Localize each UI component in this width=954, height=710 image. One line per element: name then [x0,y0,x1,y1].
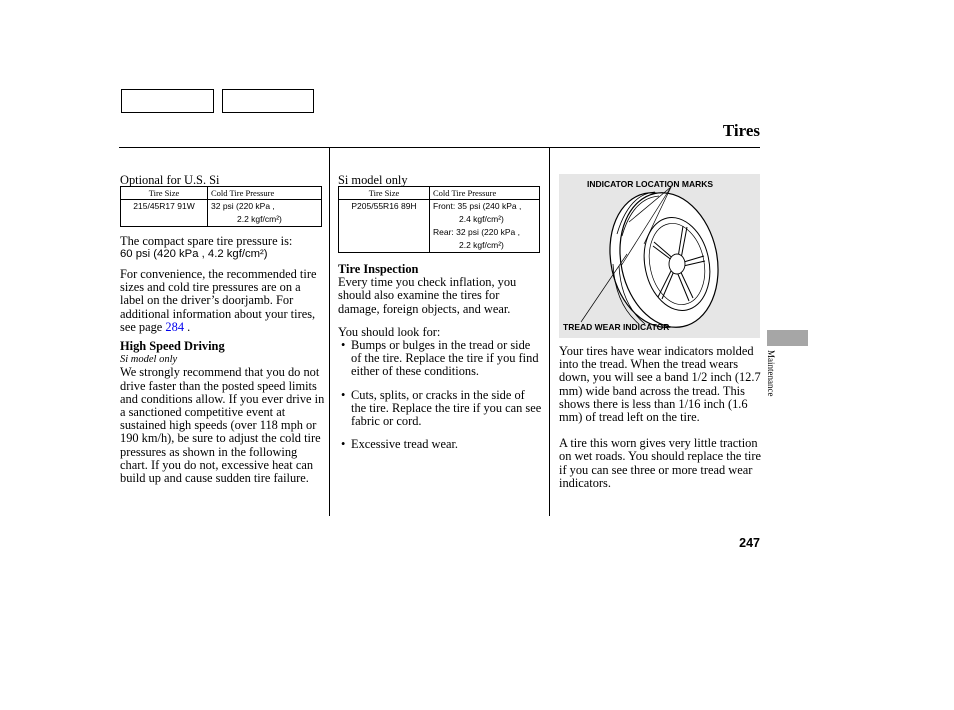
table1-header-size: Tire Size [121,187,208,200]
table2-pressure [430,200,540,253]
high-speed-heading: High Speed Driving [120,339,225,353]
table2-caption: Si model only [338,173,408,187]
high-speed-text: We strongly recommend that you do not drive faster than the posted speed limits and conditions allow. If you ever drive in a sanctioned competitive event at sustained high speeds (over 118 mph or 190 km/h), be sure to adjust the cold tire pressures as shown in the following chart. If you do not, excessive heat can build up and cause sudden tire failure. [120,365,325,486]
table2-header-size: Tire Size [339,187,430,200]
spare-intro: The compact spare tire pressure is: [120,234,293,248]
table2-front-line1: Front: 35 psi (240 kPa , [433,201,522,211]
table2-rear-line1: Rear: 32 psi (220 kPa , [433,227,520,237]
high-speed-note: Si model only [120,354,178,366]
page-link-284[interactable]: 284 [165,319,185,334]
table1-caption: Optional for U.S. Si [120,173,220,187]
spare-value: 60 psi (420 kPa , 4.2 kgf/cm²) [120,248,268,261]
wear-indicator-paragraph: Your tires have wear indicators molded into the tread. When the tread wears down, you will see a band 1/2 inch (12.7 mm) wide band across the tread. This shows there is less than 1/16 inch (1.6 mm) of tread left on the tire. [559,344,761,425]
page-number: 247 [739,536,760,550]
table2-front-line2: 2.4 kgf/cm²) [459,214,504,224]
nav-box-prev[interactable] [121,89,214,113]
table1-size: 215/45R17 91W [121,200,208,227]
table2-header-pressure: Cold Tire Pressure [430,187,540,200]
tire-wear-figure [559,174,760,338]
title-rule [119,147,760,148]
inspection-heading: Tire Inspection [338,262,419,276]
table1-pressure-line2: 2.2 kgf/cm²) [237,214,282,224]
tire-pressure-table-2 [338,186,540,253]
tire-pressure-table-1 [120,186,322,227]
section-label: Maintenance [766,350,776,397]
inspection-text: Every time you check inflation, you should also examine the tires for damage, foreign objects, and wear. [338,275,517,316]
list-item: • Cuts, splits, or cracks in the side of the tire. Replace the tire if you can see fabric or cord. [338,389,543,429]
column-divider-1 [329,148,330,516]
convenience-text: For convenience, the recommended tire sizes and cold tire pressures are on a label on the driver’s doorjamb. For additional information about your tires, see page [120,267,317,334]
table2-rear-line2: 2.2 kgf/cm²) [459,240,504,250]
table2-size: P205/55R16 89H [339,200,430,253]
figure-label-tread-wear: TREAD WEAR INDICATOR [563,322,670,332]
section-tab [767,330,808,346]
figure-label-indicator-marks: INDICATOR LOCATION MARKS [587,179,714,189]
replace-tire-paragraph: A tire this worn gives very little traction on wet roads. You should replace the tire if you can see three or more tread wear indicators. [559,436,761,490]
convenience-paragraph [120,268,325,334]
nav-box-next[interactable] [222,89,314,113]
inspection-bullet-list [338,339,543,451]
table1-header-pressure: Cold Tire Pressure [208,187,322,200]
convenience-end: . [184,319,191,334]
table1-pressure-line1: 32 psi (220 kPa , [211,201,275,211]
look-for-text: You should look for: [338,324,441,339]
tire-illustration [559,174,760,338]
table1-pressure [208,200,322,227]
list-item: • Bumps or bulges in the tread or side of the tire. Replace the tire if you find either of these conditions. [338,339,543,379]
list-item: • Excessive tread wear. [338,438,543,451]
page-title: Tires [722,121,760,140]
column-divider-2 [549,148,550,516]
